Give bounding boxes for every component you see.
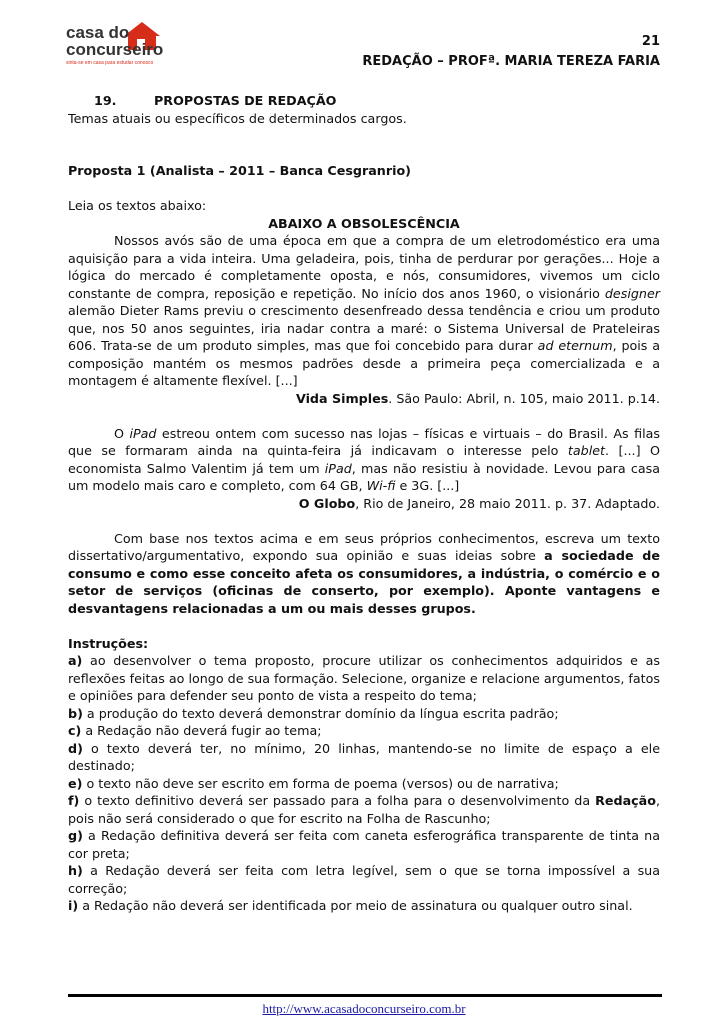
proposta-heading: Proposta 1 (Analista – 2011 – Banca Cesgranrio) [68, 163, 411, 178]
text1-title: ABAIXO A OBSOLESCÊNCIA [268, 215, 460, 231]
section-heading [68, 92, 660, 110]
text2-source: O Globo, Rio de Janeiro, 28 maio 2011. p. 37. Adaptado. [298, 495, 660, 511]
document-body [68, 92, 660, 915]
instructions-heading: Instruções: [68, 635, 149, 651]
instruction-f: f) o texto definitivo deverá ser passado para a folha para o desenvolvimento da Redação, pois não será considerado o que for escrito na Folha de Rascunho; [68, 793, 660, 826]
text1-source: Vida Simples. São Paulo: Abril, n. 105, maio 2011. p.14. [295, 390, 660, 406]
instruction-g: g) a Redação definitiva deverá ser feita com caneta esferográfica transparente de tinta na cor preta; [68, 828, 660, 861]
section-number: 19. [94, 93, 117, 108]
footer-website-link[interactable]: http://www.acasadoconcurseiro.com.br [262, 1001, 466, 1016]
svg-text:casa do: casa do [66, 23, 130, 42]
instruction-a: a) ao desenvolver o tema proposto, procure utilizar os conhecimentos adquiridos e as reflexões feitas ao longo de sua formação. Selecione, organize e relacione argumentos, fatos e opiniões para defender seu ponto de vista a respeito do tema; [68, 653, 660, 703]
instruction-i: i) a Redação não deverá ser identificada por meio de assinatura ou qualquer outro sinal. [68, 898, 633, 913]
instruction-c: c) a Redação não deverá fugir ao tema; [68, 723, 322, 738]
instruction-e: e) o texto não deve ser escrito em forma de poema (versos) ou de narrativa; [68, 775, 559, 791]
instruction-d: d) o texto deverá ter, no mínimo, 20 linhas, mantendo-se no limite de espaço a ele destinado; [68, 740, 660, 773]
casa-do-concurseiro-logo [66, 18, 174, 66]
header-title: REDAÇÃO – PROFª. MARIA TEREZA FARIA [362, 54, 660, 69]
instruction-b: b) a produção do texto deverá demonstrar domínio da língua escrita padrão; [68, 705, 559, 721]
instruction-h: h) a Redação deverá ser feita com letra legível, sem o que se torna impossível a sua correção; [68, 863, 660, 896]
text1-paragraph: Nossos avós são de uma época em que a compra de um eletrodoméstico era uma aquisição para a vida inteira. Uma geladeira, pois, tinha de perdurar por gerações... Hoje a lógica do mercado é completamente oposta, e nós, consumidores, vivemos um ciclo constante de compra, reposição e repetição. No início dos anos 1960, o visionário designer alemão Dieter Rams previu o crescimento desenfreado dessa tendência e criou um produto que, nos 50 anos seguintes, iria nadar contra a maré: o Sistema Universal de Prateleiras 606. Trata-se de um produto simples, mas que foi concebido para durar ad eternum, pois a composição mantém os mesmos padrões desde a primeira peça comercializada e a montagem é altamente flexível. [...] [68, 233, 660, 388]
section-subtitle: Temas atuais ou específicos de determinados cargos. [68, 110, 407, 126]
section-title: PROPOSTAS DE REDAÇÃO [154, 93, 337, 108]
svg-text:concurseiro: concurseiro [66, 40, 164, 59]
footer-divider [68, 994, 662, 997]
svg-text:sinta-se em casa para estudar: sinta-se em casa para estudar conosco [66, 60, 154, 66]
text2-paragraph: O iPad estreou ontem com sucesso nas lojas – físicas e virtuais – do Brasil. As filas que se formaram ainda na quinta-feira já indicavam o interesse pelo tablet. [...] O economista Salmo Valentim já tem um iPad, mas não resistiu à novidade. Levou para casa um modelo mais caro e completo, com 64 GB, Wi-fi e 3G. [...] [68, 425, 660, 493]
page-number: 21 [641, 34, 660, 49]
command-paragraph: Com base nos textos acima e em seus próprios conhecimentos, escreva um texto dissertativo/argumentativo, expondo sua opinião e suas ideias sobre a sociedade de consumo e como esse conceito afeta os consumidores, a indústria, o comércio e o setor de serviços (oficinas de conserto, por exemplo). Aponte vantagens e desvantagens relacionadas a um ou mais desses grupos. [68, 530, 660, 616]
intro-text: Leia os textos abaixo: [68, 198, 207, 213]
